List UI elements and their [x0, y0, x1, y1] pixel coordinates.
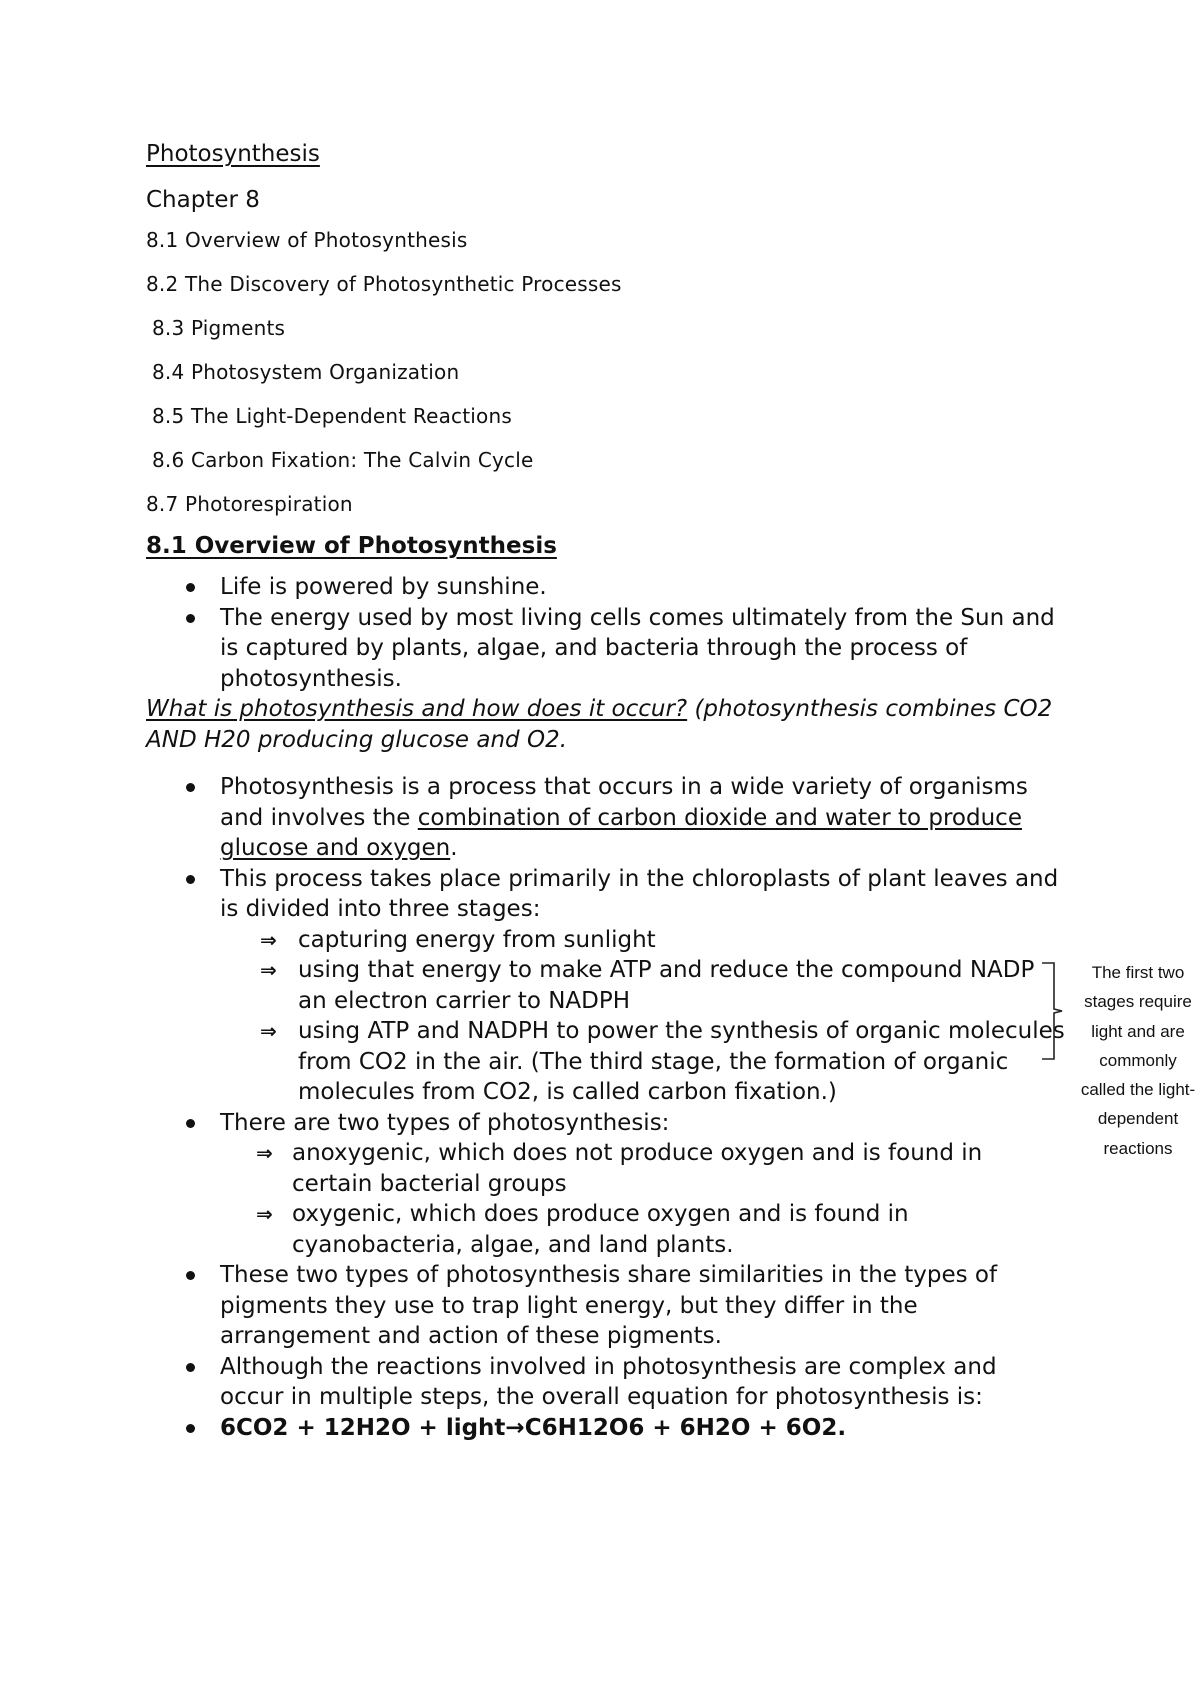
arrow-icon: ⇒ [256, 1141, 273, 1165]
arrow-icon: ⇒ [260, 958, 277, 982]
stage-item [220, 925, 1066, 956]
type-item [220, 1199, 1066, 1260]
toc-item: 8.3 Pigments [152, 316, 286, 340]
toc-item: 8.7 Photorespiration [146, 492, 353, 516]
main-bullet-list [146, 772, 1066, 1443]
question-rest: (photosynthesis combines CO2 AND H20 producing glucose and O2. [146, 696, 1053, 753]
toc-item: 8.2 The Discovery of Photosynthetic Processes [146, 272, 622, 296]
toc-item: 8.1 Overview of Photosynthesis [146, 228, 468, 252]
types-list [220, 1138, 1066, 1260]
bullet-text-end: . [450, 835, 458, 861]
margin-note: The first two stages require light and are commonly called the light-dependent reactions [1080, 963, 1196, 1158]
type-text: anoxygenic, which does not produce oxygen and is found in certain bacterial groups [292, 1140, 983, 1197]
question-paragraph [146, 694, 1066, 756]
stage-text: using ATP and NADPH to power the synthesis of organic molecules from CO2 in the air. (The third stage, the formation of organic molecules from CO2, is called carbon fixation.) [298, 1018, 1065, 1105]
stage-text: capturing energy from sunlight [298, 926, 656, 953]
bullet-text: Photosynthesis is a process that occurs in a wide variety of organisms and involves the [220, 774, 1028, 831]
document-page [146, 140, 1066, 1443]
bullet-item: The energy used by most living cells comes ultimately from the Sun and is captured by plants, algae, and bacteria through the process of photosynthesis. [146, 603, 1066, 695]
toc-item: 8.4 Photosystem Organization [152, 360, 460, 384]
bracket-icon [1040, 961, 1064, 1061]
bullet-text: There are two types of photosynthesis: [220, 1109, 670, 1136]
bullet-item [146, 1108, 1066, 1261]
arrow-icon: ⇒ [260, 927, 277, 952]
type-text: oxygenic, which does produce oxygen and is found in cyanobacteria, algae, and land plants. [292, 1201, 909, 1258]
stage-item [220, 1016, 1066, 1108]
bullet-underlined-text: combination of carbon dioxide and water to produce glucose and oxygen [220, 804, 1022, 861]
bullet-item [146, 772, 1066, 864]
bullet-item: These two types of photosynthesis share similarities in the types of pigments they use to trap light energy, but they differ in the arrangement and action of these pigments. [146, 1260, 1066, 1352]
stages-list [220, 925, 1066, 1108]
question-underlined: What is photosynthesis and how does it occur? [146, 696, 688, 722]
section-heading: 8.1 Overview of Photosynthesis [146, 533, 557, 559]
bullet-text: This process takes place primarily in the chloroplasts of plant leaves and is divided into three stages: [220, 865, 1059, 922]
bullet-item [146, 864, 1066, 1108]
intro-bullet-list [146, 572, 1066, 694]
stage-text: using that energy to make ATP and reduce the compound NADP an electron carrier to NADPH [298, 957, 1035, 1014]
toc-item: 8.5 The Light-Dependent Reactions [152, 404, 512, 428]
arrow-icon: ⇒ [260, 1019, 277, 1043]
bullet-item: Life is powered by sunshine. [146, 572, 1066, 603]
arrow-icon: ⇒ [256, 1202, 273, 1226]
stage-item [220, 955, 1066, 1016]
equation-bullet: 6CO2 + 12H2O + light→C6H12O6 + 6H2O + 6O2. [146, 1413, 1066, 1444]
toc-item: 8.6 Carbon Fixation: The Calvin Cycle [152, 448, 534, 472]
bullet-item: Although the reactions involved in photosynthesis are complex and occur in multiple steps, the overall equation for photosynthesis is: [146, 1352, 1066, 1413]
document-title: Photosynthesis [146, 141, 320, 167]
type-item [220, 1138, 1066, 1199]
chapter-label: Chapter 8 [146, 187, 260, 213]
table-of-contents [146, 228, 1066, 516]
